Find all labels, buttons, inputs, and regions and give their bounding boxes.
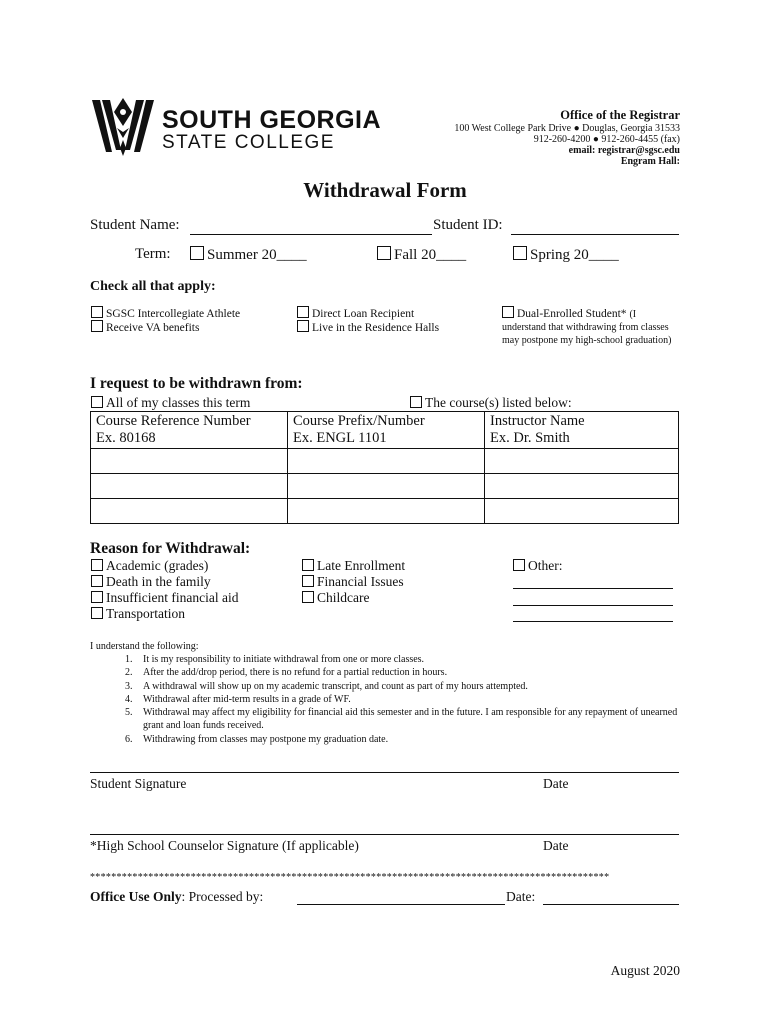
divider-stars: ************************************************************************************************** xyxy=(90,872,610,883)
table-header-cell xyxy=(485,412,679,449)
option-va-benefits[interactable]: Receive VA benefits xyxy=(91,320,199,334)
option-direct-loan[interactable]: Direct Loan Recipient xyxy=(297,306,414,320)
checkbox-icon[interactable] xyxy=(91,306,103,318)
column-example: Ex. 80168 xyxy=(96,430,156,446)
logo-wordmark-line1: SOUTH GEORGIA xyxy=(162,106,382,134)
student-id-field[interactable] xyxy=(511,219,679,235)
office-use-label: Office Use Only xyxy=(90,889,182,904)
table-cell-input[interactable] xyxy=(485,499,679,524)
other-reason-line-3[interactable] xyxy=(513,607,673,622)
terms-block xyxy=(90,641,680,746)
reason-childcare[interactable]: Childcare xyxy=(302,590,405,606)
table-cell-input[interactable] xyxy=(485,449,679,474)
college-logo-icon xyxy=(88,92,158,162)
table-cell-input[interactable] xyxy=(288,499,485,524)
column-header: Course Prefix/Number xyxy=(293,413,425,429)
student-name-label: Student Name: xyxy=(90,217,180,233)
checkbox-icon[interactable] xyxy=(91,575,103,587)
check-all-title: Check all that apply: xyxy=(90,279,216,294)
processed-by-label: : Processed by: xyxy=(181,889,264,904)
column-example: Ex. Dr. Smith xyxy=(490,430,570,446)
option-athlete[interactable]: SGSC Intercollegiate Athlete xyxy=(91,306,240,320)
other-reason-line-1[interactable] xyxy=(513,574,673,589)
table-row xyxy=(91,499,679,524)
reason-financial-issues[interactable]: Financial Issues xyxy=(302,574,405,590)
option-dual-enrolled[interactable]: Dual-Enrolled Student* (I understand that withdrawing from classes may postpone my high-school graduation) xyxy=(502,308,672,346)
course-table xyxy=(90,411,679,524)
processed-by-field[interactable] xyxy=(297,890,505,905)
student-date-label: Date xyxy=(543,776,569,791)
checkbox-icon[interactable] xyxy=(377,246,391,260)
table-cell-input[interactable] xyxy=(91,449,288,474)
logo-wordmark-line2: STATE COLLEGE xyxy=(162,132,335,153)
student-name-field[interactable] xyxy=(190,219,432,235)
table-cell-input[interactable] xyxy=(91,499,288,524)
table-cell-input[interactable] xyxy=(91,474,288,499)
table-header-cell xyxy=(91,412,288,449)
reason-transportation[interactable]: Transportation xyxy=(91,606,238,622)
table-header-cell xyxy=(288,412,485,449)
reason-academic[interactable]: Academic (grades) xyxy=(91,558,238,574)
terms-item: 4. Withdrawal after mid-term results in a grade of WF. xyxy=(135,693,680,706)
checkbox-icon[interactable] xyxy=(513,559,525,571)
counselor-date-label: Date xyxy=(543,838,569,853)
counselor-signature-label: *High School Counselor Signature (If applicable) xyxy=(90,838,359,853)
checkbox-icon[interactable] xyxy=(410,396,422,408)
table-cell-input[interactable] xyxy=(485,474,679,499)
table-cell-input[interactable] xyxy=(288,449,485,474)
option-residence-halls[interactable]: Live in the Residence Halls xyxy=(297,320,439,334)
checkbox-icon[interactable] xyxy=(190,246,204,260)
office-title: Office of the Registrar xyxy=(560,108,680,122)
terms-item: 5. Withdrawal may affect my eligibility for financial aid this semester and in the future. I am responsible for any repayment of unearned grant and loan funds received. xyxy=(135,706,680,733)
office-date-field[interactable] xyxy=(543,890,679,905)
terms-item: 1. It is my responsibility to initiate withdrawal from one or more classes. xyxy=(135,653,680,666)
column-example: Ex. ENGL 1101 xyxy=(293,430,387,446)
checkbox-icon[interactable] xyxy=(91,607,103,619)
table-header-row xyxy=(91,412,679,449)
reason-death[interactable]: Death in the family xyxy=(91,574,238,590)
table-row xyxy=(91,474,679,499)
office-phone: 912-260-4200 ● 912-260-4455 (fax) xyxy=(533,134,680,145)
checkbox-icon[interactable] xyxy=(91,396,103,408)
counselor-signature-line[interactable] xyxy=(90,834,679,835)
terms-intro: I understand the following: xyxy=(90,641,199,652)
other-reason-line-2[interactable] xyxy=(513,591,673,606)
checkbox-icon[interactable] xyxy=(91,320,103,332)
form-title: Withdrawal Form xyxy=(303,178,467,202)
column-header: Course Reference Number xyxy=(96,413,251,429)
office-use-block xyxy=(90,889,263,905)
checkbox-icon[interactable] xyxy=(513,246,527,260)
term-summer[interactable]: Summer 20____ xyxy=(190,246,307,264)
office-email: email: registrar@sgsc.edu xyxy=(568,145,680,156)
checkbox-icon[interactable] xyxy=(502,306,514,318)
student-signature-label: Student Signature xyxy=(90,776,187,791)
table-row xyxy=(91,449,679,474)
terms-item: 6. Withdrawing from classes may postpone my graduation date. xyxy=(135,733,680,746)
checkbox-icon[interactable] xyxy=(91,591,103,603)
reason-title: Reason for Withdrawal: xyxy=(90,540,251,557)
student-id-label: Student ID: xyxy=(433,217,503,233)
reason-financial-aid[interactable]: Insufficient financial aid xyxy=(91,590,238,606)
office-hall: Engram Hall: xyxy=(620,156,680,167)
office-address: 100 West College Park Drive ● Douglas, Georgia 31533 xyxy=(454,123,680,134)
term-fall[interactable]: Fall 20____ xyxy=(377,246,466,264)
reason-other[interactable]: Other: xyxy=(513,558,563,574)
checkbox-icon[interactable] xyxy=(302,575,314,587)
withdraw-title: I request to be withdrawn from: xyxy=(90,375,303,392)
reason-col-2 xyxy=(302,558,405,606)
student-signature-line[interactable] xyxy=(90,772,679,773)
revision-date: August 2020 xyxy=(610,963,680,978)
table-cell-input[interactable] xyxy=(288,474,485,499)
dual-enrolled-note: (I understand that withdrawing from classes may postpone my high-school graduation) xyxy=(502,309,672,346)
office-contact-block xyxy=(360,107,680,167)
checkbox-icon[interactable] xyxy=(302,591,314,603)
terms-item: 2. After the add/drop period, there is no refund for a partial reduction in hours. xyxy=(135,666,680,679)
term-label: Term: xyxy=(135,246,171,262)
reason-late-enrollment[interactable]: Late Enrollment xyxy=(302,558,405,574)
checkbox-icon[interactable] xyxy=(302,559,314,571)
checkbox-icon[interactable] xyxy=(297,306,309,318)
withdraw-listed-courses[interactable]: The course(s) listed below: xyxy=(410,395,572,411)
reason-col-1 xyxy=(91,558,238,622)
withdraw-all-classes[interactable]: All of my classes this term xyxy=(91,395,250,411)
office-date-label: Date: xyxy=(506,889,536,904)
column-header: Instructor Name xyxy=(490,413,585,429)
checkbox-icon[interactable] xyxy=(91,559,103,571)
terms-item: 3. A withdrawal will show up on my academic transcript, and count as part of my hours attempted. xyxy=(135,680,680,693)
checkbox-icon[interactable] xyxy=(297,320,309,332)
term-spring[interactable]: Spring 20____ xyxy=(513,246,619,264)
